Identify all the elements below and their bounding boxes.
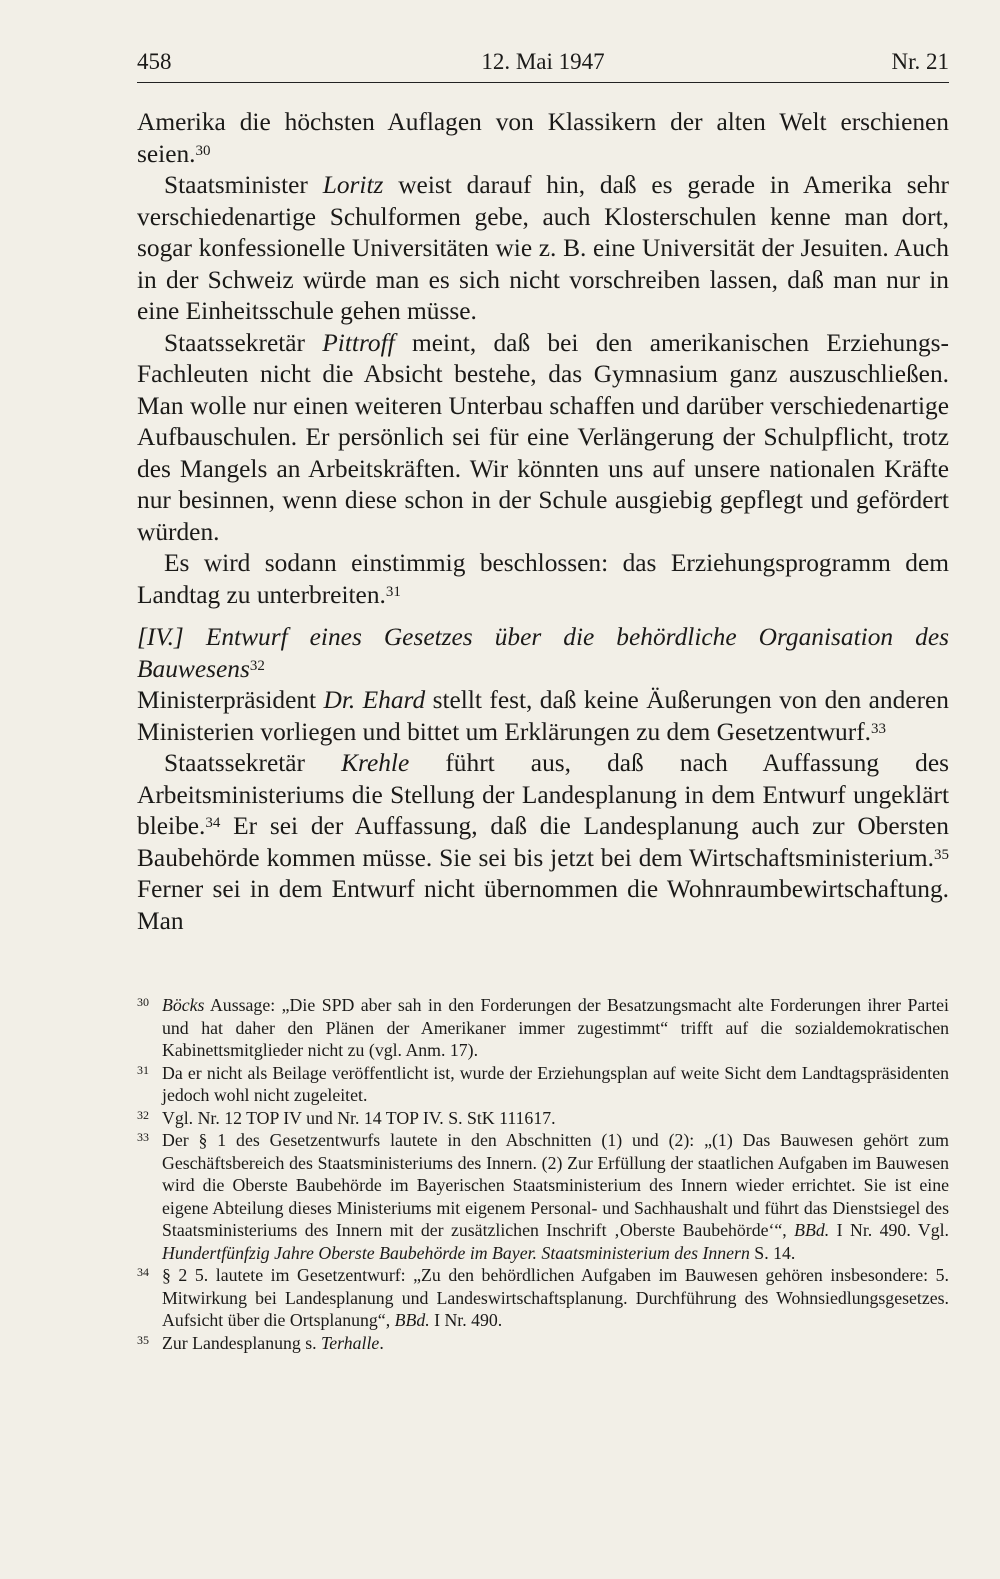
main-text [137, 107, 949, 937]
footnote [137, 1264, 949, 1332]
footnote-number: 33 [137, 1130, 149, 1144]
speaker-title: Staatssekretär [164, 328, 323, 357]
paragraph [137, 685, 949, 748]
paragraph-text: führt aus, daß nach Auffassung des Arbeitsministeriums die Stellung der Landesplanung in dem Entwurf ungeklärt bleibe. [137, 749, 949, 840]
footnote-ref[interactable]: 34 [205, 815, 221, 831]
footnote [137, 994, 949, 1062]
cited-name: Terhalle [321, 1332, 380, 1353]
footnote [137, 1332, 949, 1355]
speaker-title: Staatssekretär [164, 749, 342, 777]
footnote [137, 1062, 949, 1107]
speaker-name: Dr. Ehard [323, 686, 426, 714]
agenda-heading-text: [IV.] Entwurf eines Gesetzes über die behördliche Organisation des Bauwesens [137, 623, 949, 683]
cited-name: Böcks [162, 995, 205, 1015]
speaker-title: Ministerpräsident [137, 686, 324, 714]
speaker-name: Loritz [322, 171, 384, 199]
footnote-text: § 2 5. lautete im Gesetzentwurf: „Zu den behördlichen Aufgaben im Bauwesen gehören insbesondere: 5. Mitwirkung bei Landesplanung und Landeswirtschaftsplanung. Durchführung des Wohnsiedlungsgesetzes. Aufsicht über die Ortsplanung“, [162, 1265, 949, 1330]
paragraph-text: Amerika die höchsten Auflagen von Klassikern der alten Welt erschienen seien. [137, 108, 949, 168]
source-abbrev: BBd. [394, 1310, 430, 1330]
footnote-text: . [379, 1332, 384, 1353]
speaker-name: Pittroff [322, 328, 395, 357]
running-header [137, 46, 949, 83]
document-number: Nr. 21 [891, 49, 949, 74]
header-date: 12. Mai 1947 [481, 49, 605, 74]
paragraph [137, 748, 949, 937]
paragraph [137, 548, 949, 611]
speaker-name: Krehle [341, 749, 410, 777]
paragraph-text: Ferner sei in dem Entwurf nicht übernommen die Wohnraumbewirtschaftung. Man [137, 875, 949, 935]
footnote-ref[interactable]: 31 [385, 583, 401, 600]
paragraph-text: weist darauf hin, daß es gerade in Amerika sehr verschiedenartige Schulformen gebe, auch Klosterschulen kenne man dort, sogar konfessionelle Universitäten wie z. B. eine Universität der Jesuiten. Auch in der Schweiz würde man es sich nicht vorschreiben lassen, daß man nur in eine Einheitsschule gehen müsse. [137, 171, 949, 325]
footnote-number: 34 [137, 1265, 149, 1279]
footnote-text: Vgl. Nr. 12 TOP IV und Nr. 14 TOP IV. S. StK 111617. [162, 1107, 556, 1128]
speaker-title: Staatsminister [164, 171, 323, 199]
footnote-text: I Nr. 490. [429, 1310, 503, 1330]
footnote-ref[interactable]: 30 [195, 142, 211, 159]
paragraph-text: meint, daß bei den amerikanischen Erziehungs-Fachleuten nicht die Absicht bestehe, das Gymnasium ganz auszuschließen. Man wolle nur einen weiteren Unterbau schaffen und darüber verschiedenartige Aufbauschulen. Er persönlich sei für eine Verlängerung der Schulpflicht, trotz des Mangels an Arbeitskräften. Wir könnten uns auf unsere nationalen Kräfte nur besinnen, wenn diese schon in der Schule ausgiebig gepflegt und gefördert würden. [137, 328, 949, 546]
footnote [137, 1107, 949, 1130]
agenda-heading [137, 622, 949, 685]
footnote-ref[interactable]: 33 [871, 720, 886, 737]
paragraph-text: Es wird sodann einstimmig beschlossen: das Erziehungsprogramm dem Landtag zu unterbreiten. [137, 549, 949, 609]
footnote [137, 1129, 949, 1264]
footnote-text: I Nr. 490. Vgl. [829, 1220, 949, 1240]
paragraph-text: Er sei der Auffassung, daß die Landesplanung auch zur Obersten Baubehörde kommen müsse. Sie sei bis jetzt bei dem Wirtschaftsministerium. [137, 812, 949, 872]
footnote-number: 31 [137, 1062, 149, 1077]
footnote-text: Da er nicht als Beilage veröffentlicht ist, wurde der Erziehungsplan auf weite Sicht dem Landtagspräsidenten jedoch wohl nicht zugeleitet. [162, 1062, 949, 1105]
footnote-ref[interactable]: 32 [249, 657, 265, 674]
footnote-text: S. 14. [749, 1242, 796, 1263]
footnote-number: 35 [137, 1332, 149, 1347]
cited-title: Hundertfünfzig Jahre Oberste Baubehörde im Bayer. Staatsministerium des Innern [162, 1242, 750, 1263]
paragraph [137, 170, 949, 328]
page-number: 458 [137, 49, 172, 74]
footnote-ref[interactable]: 35 [934, 846, 949, 863]
footnote-text: Zur Landesplanung s. [162, 1332, 322, 1353]
footnote-text: Aussage: „Die SPD aber sah in den Forderungen der Besatzungsmacht alte Forderungen ihrer Partei und hat daher den Plänen der Amerikaner immer zugestimmt“ trifft auf die sozialdemokratischen Kabinettsmitglieder nicht zu (vgl. Anm. 17). [162, 995, 949, 1060]
paragraph-text: stellt fest, daß keine Äußerungen von den anderen Ministerien vorliegen und bittet um Erklärungen zu dem Gesetzentwurf. [137, 686, 949, 746]
footnote-number: 30 [137, 995, 149, 1009]
paragraph [137, 107, 949, 170]
footnote-text: Der § 1 des Gesetzentwurfs lautete in den Abschnitten (1) und (2): „(1) Das Bauwesen gehört zum Geschäftsbereich des Staatsministeriums des Innern. (2) Zur Erfüllung der staatlichen Aufgaben im Bauwesen wird die Oberste Baubehörde im Bayerischen Staatsministerium des Innern wieder errichtet. Sie ist eine eigene Abteilung dieses Ministeriums mit eigenem Personal- und Sachhaushalt und führt das Dienstsiegel des Staatsministeriums des Innern mit der zusätzlichen Inschrift ‚Oberste Baubehörde‘“, [162, 1130, 949, 1240]
footnote-number: 32 [137, 1107, 149, 1122]
source-abbrev: BBd. [794, 1220, 830, 1240]
footnotes [137, 994, 949, 1354]
paragraph [137, 328, 949, 549]
